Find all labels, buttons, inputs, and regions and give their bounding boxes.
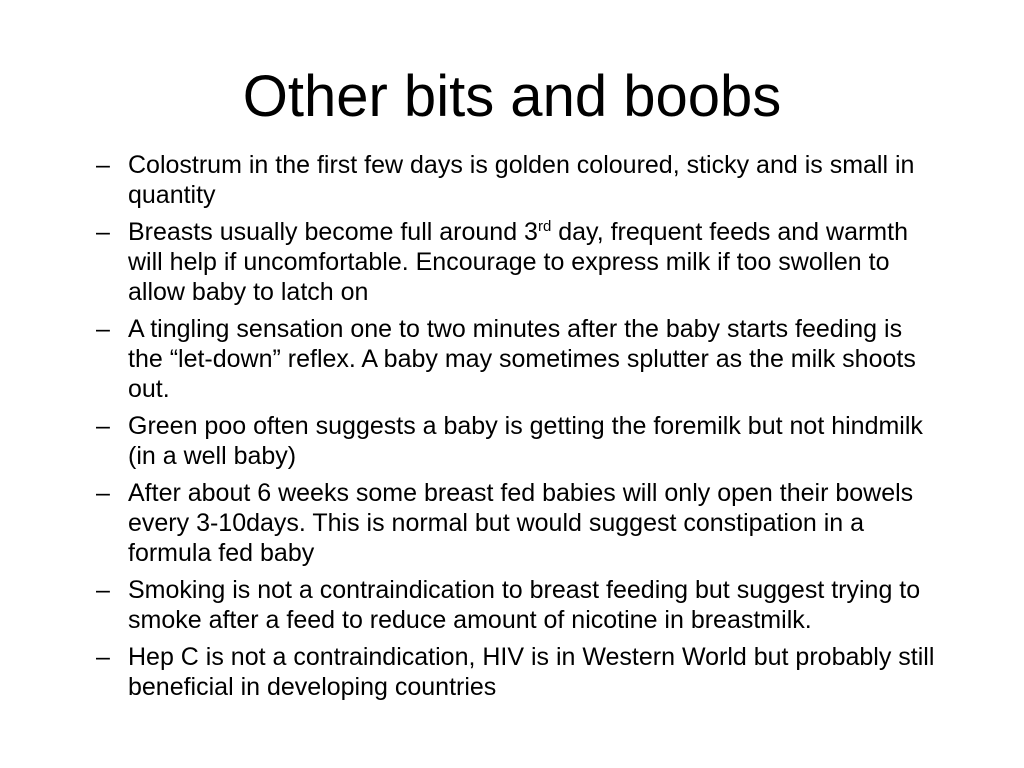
bullet-text: After about 6 weeks some breast fed babies will only open their bowels every 3-10days. This is normal but would suggest constipation in a formula fed baby (128, 479, 914, 567)
bullet-item-hep-c-hiv (96, 642, 936, 702)
bullet-text-end: day, frequent feeds and warmth will help if uncomfortable. Encourage to express milk if too swollen to allow baby to latch on (128, 218, 908, 306)
bullet-text-start: Breasts usually become full around 3 (128, 218, 538, 246)
bullet-item-green-poo (96, 411, 936, 471)
bullet-text: Green poo often suggests a baby is getting the foremilk but not hindmilk (in a well baby) (128, 412, 923, 470)
bullet-item-let-down (96, 314, 936, 404)
bullet-text: Smoking is not a contraindication to breast feeding but suggest trying to smoke after a feed to reduce amount of nicotine in breastmilk. (128, 576, 921, 634)
bullet-text: Colostrum in the first few days is golden coloured, sticky and is small in quantity (128, 151, 915, 209)
bullet-dash: – (96, 576, 110, 604)
bullet-text (128, 218, 908, 306)
bullet-dash: – (96, 151, 110, 179)
bullet-dash: – (96, 218, 110, 246)
bullet-dash: – (96, 412, 110, 440)
bullet-dash: – (96, 643, 110, 671)
bullet-item-colostrum (96, 150, 936, 210)
bullet-item-bowels (96, 478, 936, 568)
bullet-text: A tingling sensation one to two minutes after the baby starts feeding is the “let-down” reflex. A baby may sometimes splutter as the milk shoots out. (128, 315, 916, 403)
bullet-list (96, 150, 936, 709)
bullet-item-smoking (96, 575, 936, 635)
slide-title: Other bits and boobs (242, 64, 782, 129)
bullet-text: Hep C is not a contraindication, HIV is in Western World but probably still beneficial in developing countries (128, 643, 935, 701)
bullet-dash: – (96, 315, 110, 343)
ordinal-superscript: rd (537, 218, 552, 235)
bullet-item-breasts-full (96, 217, 936, 307)
bullet-dash: – (96, 479, 110, 507)
